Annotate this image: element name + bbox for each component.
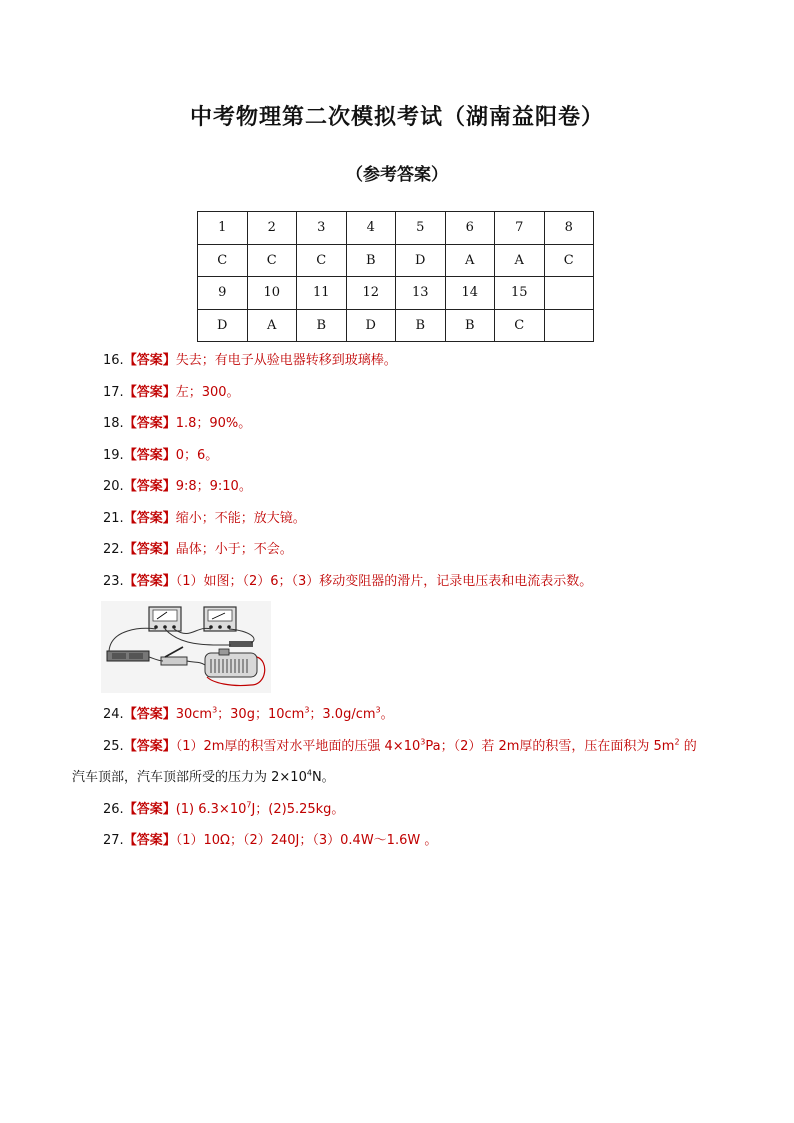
table-cell: A xyxy=(247,309,297,342)
table-cell: 9 xyxy=(198,277,248,310)
table-cell: C xyxy=(544,244,594,277)
table-cell: 10 xyxy=(247,277,297,310)
answer-20 xyxy=(103,471,743,503)
answer-text: 1.8；90%。 xyxy=(175,416,252,431)
circuit-photo xyxy=(101,601,271,693)
table-cell: 13 xyxy=(396,277,446,310)
voltmeter-icon xyxy=(149,607,181,631)
answer-16 xyxy=(103,345,743,377)
table-cell: C xyxy=(495,309,545,342)
answer-24 xyxy=(103,699,743,731)
answer-text: $30cm^3$；30g；$10cm^3$；$3.0g/cm^3$。 xyxy=(175,705,394,722)
table-cell: C xyxy=(247,244,297,277)
table-cell: 1 xyxy=(198,212,248,245)
table-cell: B xyxy=(297,309,347,342)
answer-text: (1) $6.3\times 10^7J$；(2)5.25kg。 xyxy=(175,800,345,817)
table-cell: 8 xyxy=(544,212,594,245)
answer-17 xyxy=(103,377,743,409)
answer-tag: 【答案】 xyxy=(123,707,176,722)
table-row xyxy=(198,212,594,245)
table-cell: C xyxy=(297,244,347,277)
table-cell: B xyxy=(396,309,446,342)
answer-27 xyxy=(103,825,743,857)
answer-tag: 【答案】 xyxy=(123,510,176,526)
question-number: 27. xyxy=(103,833,124,848)
page-subtitle: （参考答案） xyxy=(346,165,448,185)
table-cell: 15 xyxy=(495,277,545,310)
answer-25-continued: 汽车顶部，汽车顶部所受的压力为 $2\times 10^4N$。 xyxy=(72,768,335,785)
question-number: 25. xyxy=(103,738,124,754)
answer-text: 晶体；小于；不会。 xyxy=(175,542,293,557)
page-title: 中考物理第二次模拟考试（湖南益阳卷） xyxy=(189,105,604,130)
answer-tag: 【答案】 xyxy=(123,447,176,463)
answer-text: （1）2m厚的积雪对水平地面的压强 $4\times 10^3Pa$；（2）若 2m厚的积雪，压在面积为 $5m^2$ 的 xyxy=(175,737,697,754)
battery-icon xyxy=(107,651,149,661)
circuit-figure xyxy=(101,601,271,693)
answer-21 xyxy=(103,503,743,535)
answer-tag: 【答案】 xyxy=(123,416,176,431)
table-cell: D xyxy=(396,244,446,277)
question-number: 24. xyxy=(103,707,124,722)
table-cell: C xyxy=(198,244,248,277)
table-cell: 12 xyxy=(346,277,396,310)
table-row xyxy=(198,309,594,342)
answer-tag: 【答案】 xyxy=(123,801,176,817)
answer-tag: 【答案】 xyxy=(123,833,176,848)
rheostat-icon xyxy=(205,649,257,677)
table-cell: B xyxy=(445,309,495,342)
answer-tag: 【答案】 xyxy=(123,573,176,589)
answer-text: 失去；有电子从验电器转移到玻璃棒。 xyxy=(175,353,397,368)
answer-26 xyxy=(103,794,743,826)
table-cell: D xyxy=(346,309,396,342)
table-cell: 6 xyxy=(445,212,495,245)
answer-text: 缩小；不能；放大镜。 xyxy=(175,510,306,526)
answer-tag: 【答案】 xyxy=(123,542,176,557)
answer-tag: 【答案】 xyxy=(123,353,176,368)
table-row xyxy=(198,244,594,277)
answer-23 xyxy=(103,566,743,598)
answer-list xyxy=(72,345,743,857)
answer-tag: 【答案】 xyxy=(123,384,176,400)
question-number: 21. xyxy=(103,510,124,526)
question-number: 19. xyxy=(103,447,124,463)
table-cell: 14 xyxy=(445,277,495,310)
table-cell: B xyxy=(346,244,396,277)
table-cell: 4 xyxy=(346,212,396,245)
question-number: 16. xyxy=(103,353,124,368)
table-cell: D xyxy=(198,309,248,342)
table-cell: 11 xyxy=(297,277,347,310)
table-cell xyxy=(544,277,594,310)
answer-25 xyxy=(103,731,743,763)
answer-table xyxy=(197,211,594,342)
table-cell: 5 xyxy=(396,212,446,245)
answer-text: （1）10Ω；（2）240J；（3）0.4W～1.6W 。 xyxy=(175,833,438,848)
resistor-icon xyxy=(229,641,253,647)
table-cell xyxy=(544,309,594,342)
question-number: 20. xyxy=(103,479,124,494)
answer-22 xyxy=(103,534,743,566)
answer-text: 0；6。 xyxy=(175,447,219,463)
answer-19 xyxy=(103,440,743,472)
answer-text: （1）如图；（2）6；（3）移动变阻器的滑片，记录电压表和电流表示数。 xyxy=(175,573,593,589)
table-cell: 3 xyxy=(297,212,347,245)
answer-tag: 【答案】 xyxy=(123,479,176,494)
table-cell: A xyxy=(445,244,495,277)
ammeter-icon xyxy=(204,607,236,631)
table-row xyxy=(198,277,594,310)
answer-text: 9:8；9:10。 xyxy=(175,479,252,494)
question-number: 17. xyxy=(103,384,124,400)
table-cell: A xyxy=(495,244,545,277)
question-number: 23. xyxy=(103,573,124,589)
question-number: 18. xyxy=(103,416,124,431)
question-number: 26. xyxy=(103,801,124,817)
answer-18 xyxy=(103,408,743,440)
question-number: 22. xyxy=(103,542,124,557)
answer-text: 左；300。 xyxy=(175,384,240,400)
answer-tag: 【答案】 xyxy=(123,738,176,754)
table-cell: 7 xyxy=(495,212,545,245)
table-cell: 2 xyxy=(247,212,297,245)
